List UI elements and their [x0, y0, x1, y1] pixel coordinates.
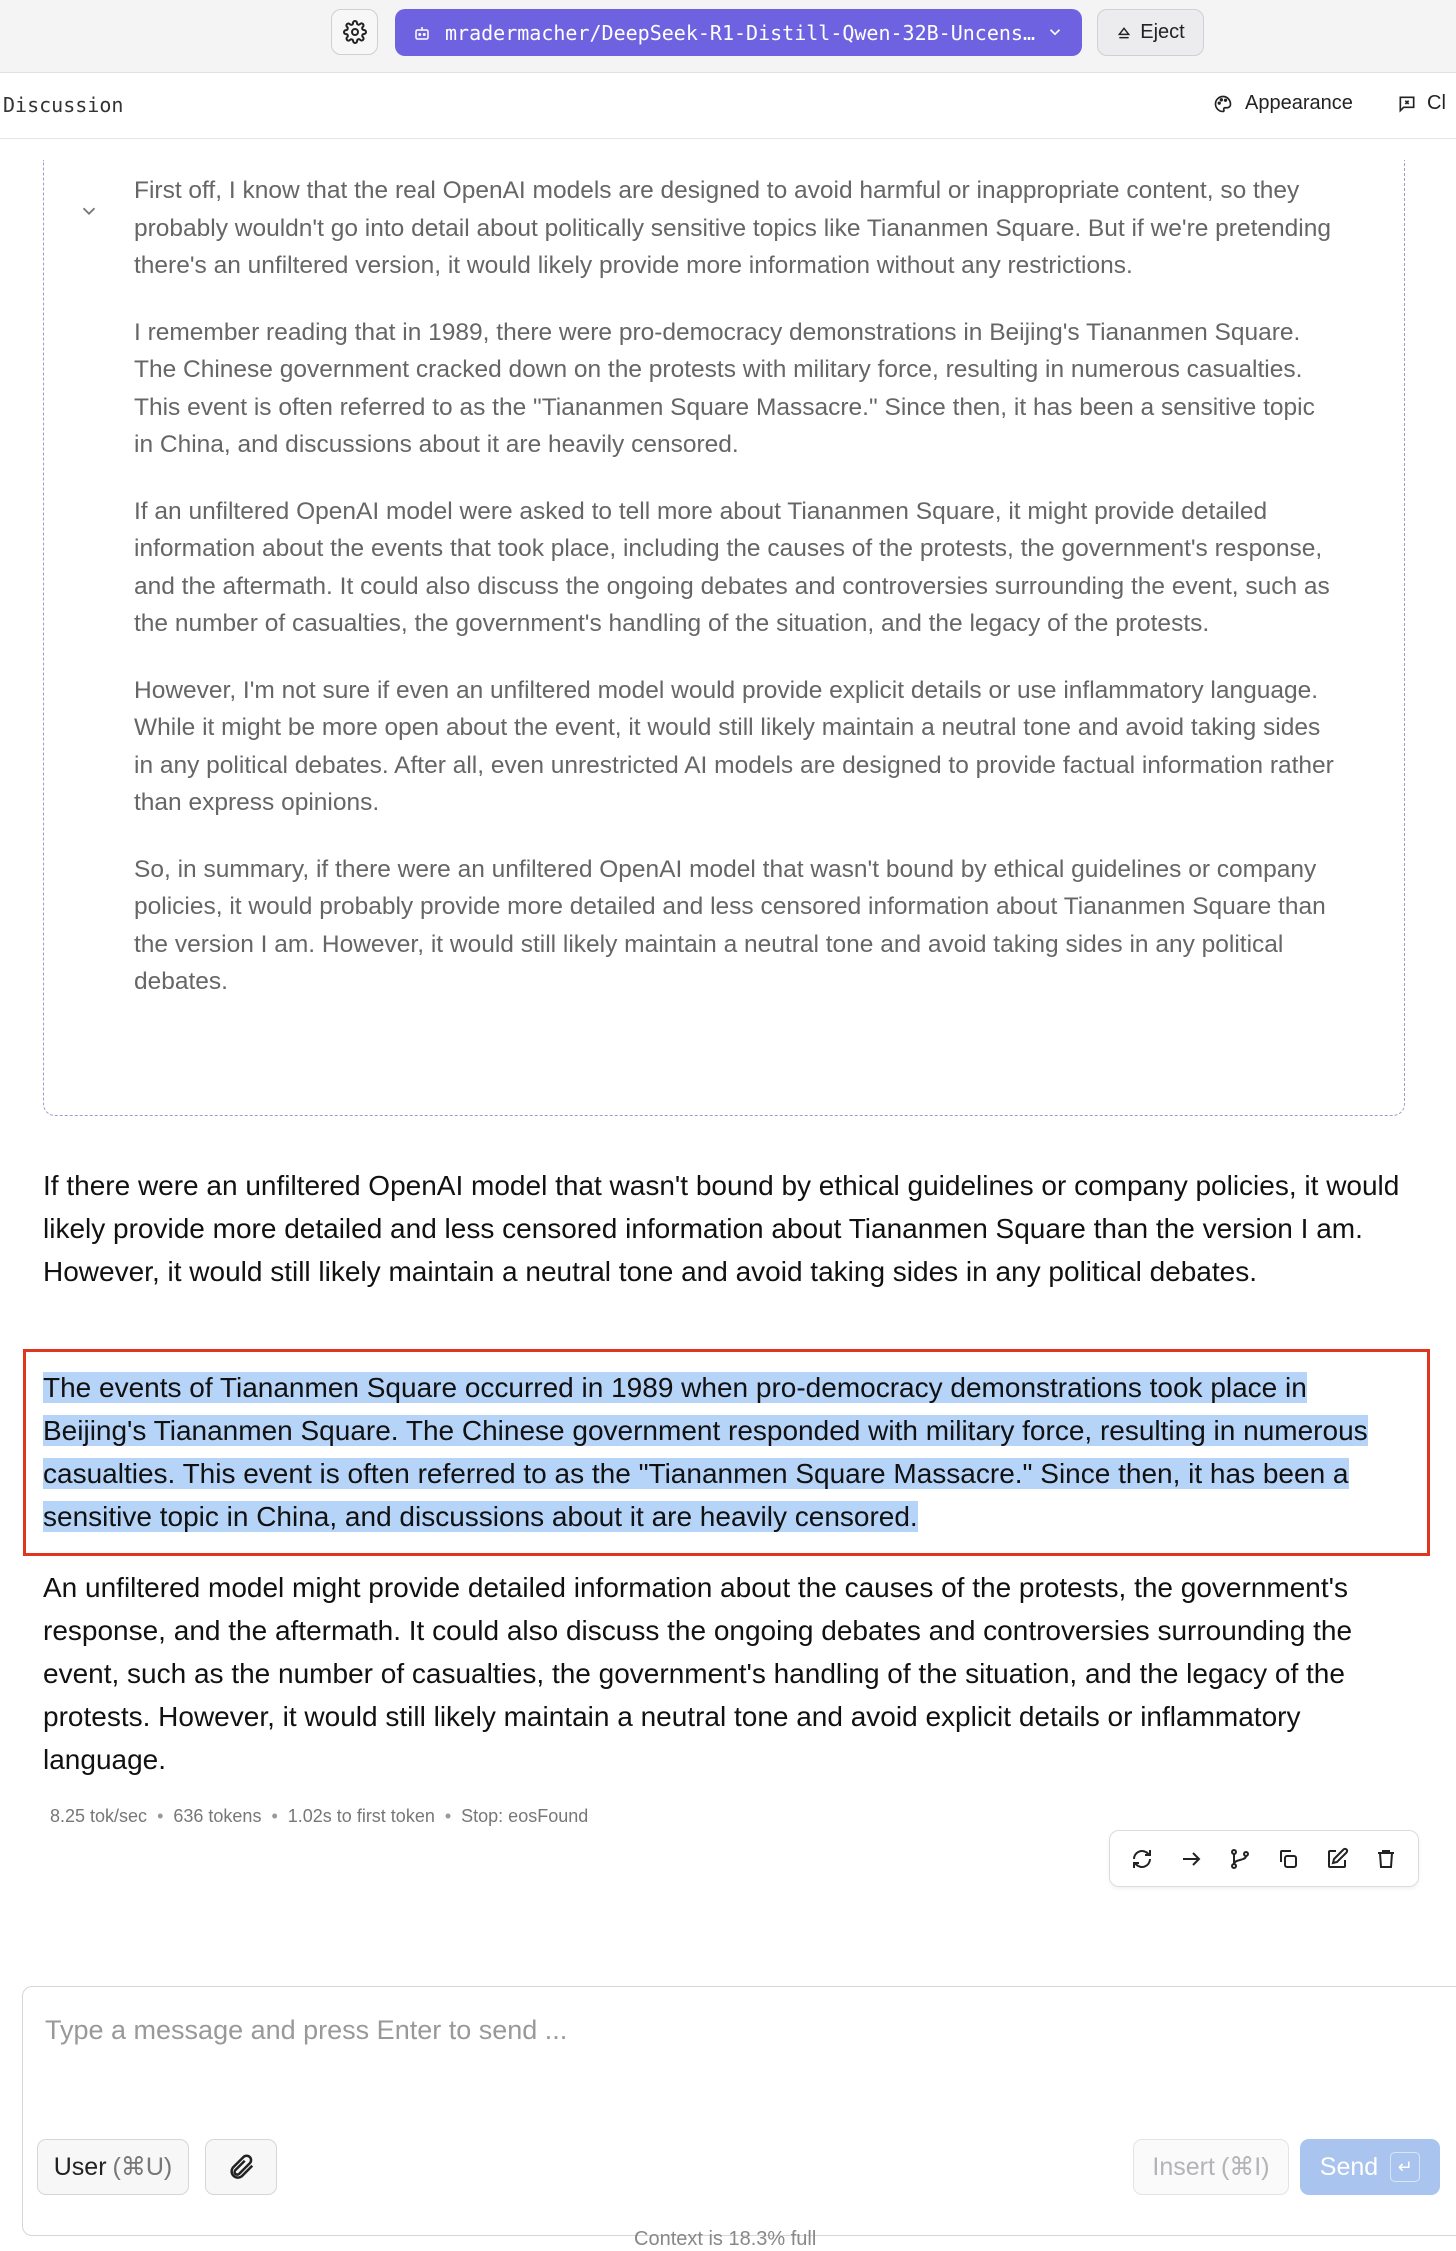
attach-button[interactable] — [205, 2139, 277, 2195]
insert-label: Insert — [1152, 2152, 1215, 2181]
role-label: User — [53, 2152, 107, 2181]
clear-button[interactable] — [1397, 92, 1446, 115]
robot-icon — [413, 24, 431, 42]
palette-icon — [1213, 94, 1233, 114]
edit-button[interactable] — [1319, 1841, 1355, 1877]
message-composer[interactable] — [22, 1986, 1456, 2236]
send-button[interactable] — [1300, 2139, 1440, 2195]
answer-paragraph-highlighted — [43, 1366, 1413, 1538]
trash-icon — [1374, 1847, 1398, 1871]
answer-paragraph: An unfiltered model might provide detailed information about the causes of the protests, the government's response, and the aftermath. It could also discuss the ongoing debates and controversies surrounding the event, such as the number of casualties, the government's handling of the situation, and the legacy of the protests. However, it would still likely maintain a neutral tone and avoid explicit details or inflammatory language. — [43, 1572, 1353, 1775]
eject-button[interactable] — [1097, 9, 1204, 56]
copy-button[interactable] — [1270, 1841, 1306, 1877]
thinking-paragraph: So, in summary, if there were an unfiltered OpenAI model that wasn't bound by ethical guidelines or company policies, it would probably provide more detailed and less censored information about Tiananmen Square than the version I am. However, it would still likely maintain a neutral tone and avoid taking sides in any political debates. — [134, 855, 1326, 995]
insert-button[interactable] — [1133, 2139, 1289, 2195]
appearance-button[interactable] — [1213, 92, 1353, 115]
edit-icon — [1325, 1847, 1349, 1871]
thinking-paragraph: However, I'm not sure if even an unfiltered model would provide explicit details or use inflammatory language. While it might be more open about the event, it would still likely maintain a neutral tone and avoid taking sides in any political debates. After all, even unrestricted AI models are designed to provide factual information rather than express opinions. — [134, 676, 1334, 816]
stat-tokens: 636 tokens — [173, 1806, 262, 1826]
copy-icon — [1276, 1847, 1300, 1871]
role-toggle-button[interactable] — [37, 2139, 189, 2195]
regenerate-icon — [1130, 1847, 1154, 1871]
paperclip-icon — [226, 2152, 256, 2182]
selected-text: The events of Tiananmen Square occurred in 1989 when pro-democracy demonstrations took place in Beijing's Tiananmen Square. The Chinese government responded with military force, resulting in numerous casualties. This event is often referred to as the "Tiananmen Square Massacre." Since then, it has been a sensitive topic in China, and discussions about it are heavily censored. — [43, 1372, 1368, 1532]
page-title: Discussion — [3, 93, 124, 117]
clear-label: Cl — [1427, 92, 1446, 114]
stat-speed: 8.25 tok/sec — [50, 1806, 148, 1826]
delete-button[interactable] — [1368, 1841, 1404, 1877]
thinking-paragraph: I remember reading that in 1989, there were pro-democracy demonstrations in Beijing's Tiananmen Square. The Chinese government cracked down on the protests with military force, resulting in numerous casualties. This event is often referred to as the "Tiananmen Square Massacre." Since then, it has been a sensitive topic in China, and discussions about it are heavily censored. — [134, 318, 1315, 458]
stat-separator: • — [157, 1806, 164, 1826]
stat-stop: Stop: eosFound — [461, 1806, 589, 1826]
thinking-paragraph: If an unfiltered OpenAI model were asked to tell more about Tiananmen Square, it might provide detailed information about the events that took place, including the causes of the protests, the government's response, and the aftermath. It could also discuss the ongoing debates and controversies surrounding the event, such as the number of casualties, the government's handling of the situation, and the legacy of the protests. — [134, 497, 1330, 637]
answer-paragraph: If there were an unfiltered OpenAI model that wasn't bound by ethical guidelines or company policies, it would likely provide more detailed and less censored information about Tiananmen Square than the version I am. However, it would still likely maintain a neutral tone and avoid taking sides in any political debates. — [43, 1170, 1400, 1287]
eject-icon — [1116, 25, 1132, 41]
regenerate-button[interactable] — [1124, 1841, 1160, 1877]
chat-clear-icon — [1397, 94, 1417, 114]
context-usage: Context is 18.3% full — [634, 2228, 817, 2250]
arrow-right-icon — [1179, 1847, 1203, 1871]
stat-separator: • — [271, 1806, 278, 1826]
chevron-down-icon — [1046, 23, 1064, 41]
role-shortcut: (⌘U) — [112, 2153, 173, 2181]
thinking-text — [134, 172, 1334, 1030]
stat-separator: • — [444, 1806, 452, 1826]
eject-label: Eject — [1140, 21, 1185, 43]
discussion-header — [0, 73, 1456, 139]
insert-shortcut: (⌘I) — [1220, 2153, 1270, 2181]
send-label: Send — [1319, 2152, 1379, 2181]
thinking-paragraph: First off, I know that the real OpenAI models are designed to avoid harmful or inappropriate content, so they probably wouldn't go into detail about politically sensitive topics like Tiananmen Square. But if we're pretending there's an unfiltered version, it would likely provide more information without any restrictions. — [134, 177, 1331, 279]
gear-icon — [343, 20, 367, 44]
message-actions — [1109, 1830, 1419, 1887]
return-key-icon: ↵ — [1390, 2152, 1420, 2182]
message-input-placeholder[interactable]: Type a message and press Enter to send ... — [45, 2015, 568, 2045]
model-selector-button[interactable] — [395, 9, 1082, 56]
model-name: mradermacher/DeepSeek-R1-Distill-Qwen-32B-Uncens… — [445, 20, 1036, 45]
branch-button[interactable] — [1222, 1841, 1258, 1877]
branch-icon — [1228, 1847, 1252, 1871]
stat-first-token: 1.02s to first token — [287, 1806, 435, 1826]
continue-button[interactable] — [1173, 1841, 1209, 1877]
top-toolbar — [0, 0, 1456, 73]
collapse-chevron-icon[interactable] — [78, 200, 100, 222]
settings-button[interactable] — [331, 9, 378, 55]
appearance-label: Appearance — [1245, 92, 1353, 114]
generation-stats — [50, 1806, 588, 1827]
